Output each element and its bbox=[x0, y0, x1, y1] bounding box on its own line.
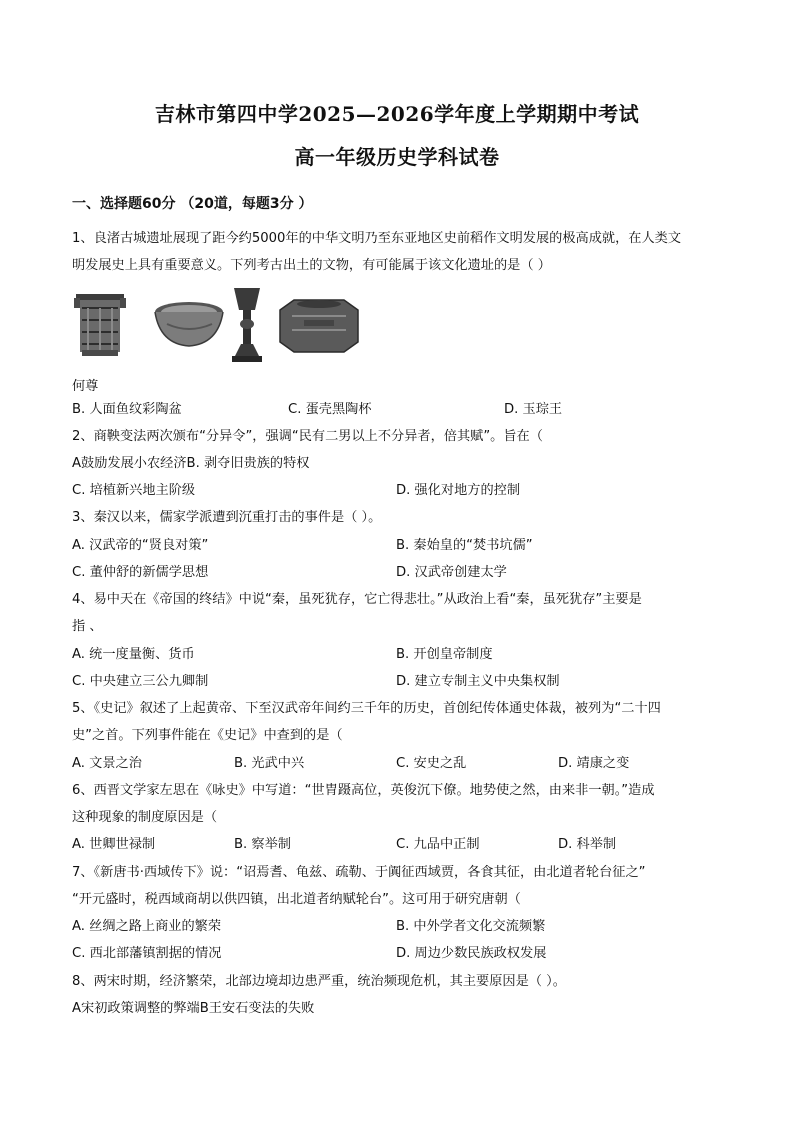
question-4-option-b: B. 开创皇帝制度 bbox=[396, 647, 493, 662]
question-1-option-b: B. 人面鱼纹彩陶盆 bbox=[72, 402, 182, 417]
image-caption: 何尊 bbox=[72, 379, 99, 394]
question-7-option-b: B. 中外学者文化交流频繁 bbox=[396, 919, 546, 934]
artifact-images-svg bbox=[72, 286, 372, 368]
question-7-option-a: A. 丝绸之路上商业的繁荣 bbox=[72, 919, 222, 934]
question-7-option-d: D. 周边少数民族政权发展 bbox=[396, 946, 547, 961]
question-6-option-d: D. 科举制 bbox=[558, 837, 617, 852]
question-2-option-ab: A鼓励发展小农经济B. 剥夺旧贵族的特权 bbox=[72, 456, 310, 471]
question-6-option-c: C. 九品中正制 bbox=[396, 837, 480, 852]
question-4-stem-line-2: 指 、 bbox=[72, 619, 103, 634]
question-1-stem-line-1: 1、良渚古城遗址展现了距今约5000年的中华文明乃至东亚地区史前稻作文明发展的极高成就，在人类文 bbox=[72, 231, 682, 246]
question-3-option-a: A. 汉武帝的“贤良对策” bbox=[72, 538, 209, 553]
question-3-option-d: D. 汉武帝创建太学 bbox=[396, 565, 507, 580]
question-3-option-c: C. 董仲舒的新儒学思想 bbox=[72, 565, 209, 580]
question-5-stem-line-1: 5、《史记》叙述了上起黄帝、下至汉武帝年间约三千年的历史，首创纪传体通史体裁，被列为“二十四 bbox=[72, 701, 661, 716]
question-3-stem: 3、秦汉以来，儒家学派遭到沉重打击的事件是（ ）。 bbox=[72, 510, 382, 525]
question-5-option-a: A. 文景之治 bbox=[72, 756, 142, 771]
question-7-stem-line-2: “开元盛时，税西域商胡以供四镇，出北道者纳赋轮台”。这可用于研究唐朝（ bbox=[72, 892, 521, 907]
question-1-stem-line-2: 明发展史上具有重要意义。下列考古出土的文物，有可能属于该文化遗址的是（ ） bbox=[72, 258, 551, 273]
question-1-option-c: C. 蛋壳黑陶杯 bbox=[288, 402, 372, 417]
pottery-basin-image bbox=[155, 302, 223, 346]
question-4-option-d: D. 建立专制主义中央集权制 bbox=[396, 674, 560, 689]
bronze-vessel-image bbox=[74, 294, 126, 356]
question-7-stem-line-1: 7、《新唐书·西域传下》说：“诏焉耆、龟兹、疏勒、于阗征西域贾，各食其征，由北道者轮台征之” bbox=[72, 865, 646, 880]
artifact-images bbox=[72, 286, 372, 368]
question-5-stem-line-2: 史”之首。下列事件能在《史记》中查到的是（ bbox=[72, 728, 343, 743]
question-2-option-d: D. 强化对地方的控制 bbox=[396, 483, 521, 498]
question-4-option-c: C. 中央建立三公九卿制 bbox=[72, 674, 209, 689]
question-3-option-b: B. 秦始皇的“焚书坑儒” bbox=[396, 538, 533, 553]
black-pottery-cup-image bbox=[232, 288, 262, 362]
question-1-option-d: D. 玉琮王 bbox=[504, 402, 563, 417]
question-5-option-c: C. 安史之乱 bbox=[396, 756, 467, 771]
question-6-stem-line-2: 这种现象的制度原因是（ bbox=[72, 810, 218, 825]
exam-subtitle: 高一年级历史学科试卷 bbox=[294, 145, 500, 169]
jade-cong-image bbox=[280, 300, 358, 352]
question-6-option-a: A. 世卿世禄制 bbox=[72, 837, 156, 852]
question-8-option-ab: A宋初政策调整的弊端B王安石变法的失败 bbox=[72, 1001, 315, 1016]
exam-title: 吉林市第四中学2025—2026学年度上学期期中考试 bbox=[154, 102, 640, 126]
question-2-option-c: C. 培植新兴地主阶级 bbox=[72, 483, 196, 498]
question-2-stem: 2、商鞅变法两次颁布“分异令”，强调“民有二男以上不分异者，倍其赋”。旨在（ bbox=[72, 429, 543, 444]
question-5-option-d: D. 靖康之变 bbox=[558, 756, 630, 771]
question-5-option-b: B. 光武中兴 bbox=[234, 756, 305, 771]
question-4-stem-line-1: 4、易中天在《帝国的终结》中说“秦，虽死犹存，它亡得悲壮。”从政治上看“秦，虽死犹存”主要是 bbox=[72, 592, 642, 607]
question-4-option-a: A. 统一度量衡、货币 bbox=[72, 647, 195, 662]
question-7-option-c: C. 西北部藩镇割据的情况 bbox=[72, 946, 222, 961]
section-heading: 一、选择题60分 （20道，每题3分 ） bbox=[72, 196, 313, 212]
question-6-stem-line-1: 6、西晋文学家左思在《咏史》中写道：“世胄蹑高位，英俊沉下僚。地势使之然，由来非一朝。”造成 bbox=[72, 783, 655, 798]
question-8-stem: 8、两宋时期，经济繁荣，北部边境却边患严重，统治频现危机，其主要原因是（ ）。 bbox=[72, 974, 566, 989]
question-6-option-b: B. 察举制 bbox=[234, 837, 291, 852]
